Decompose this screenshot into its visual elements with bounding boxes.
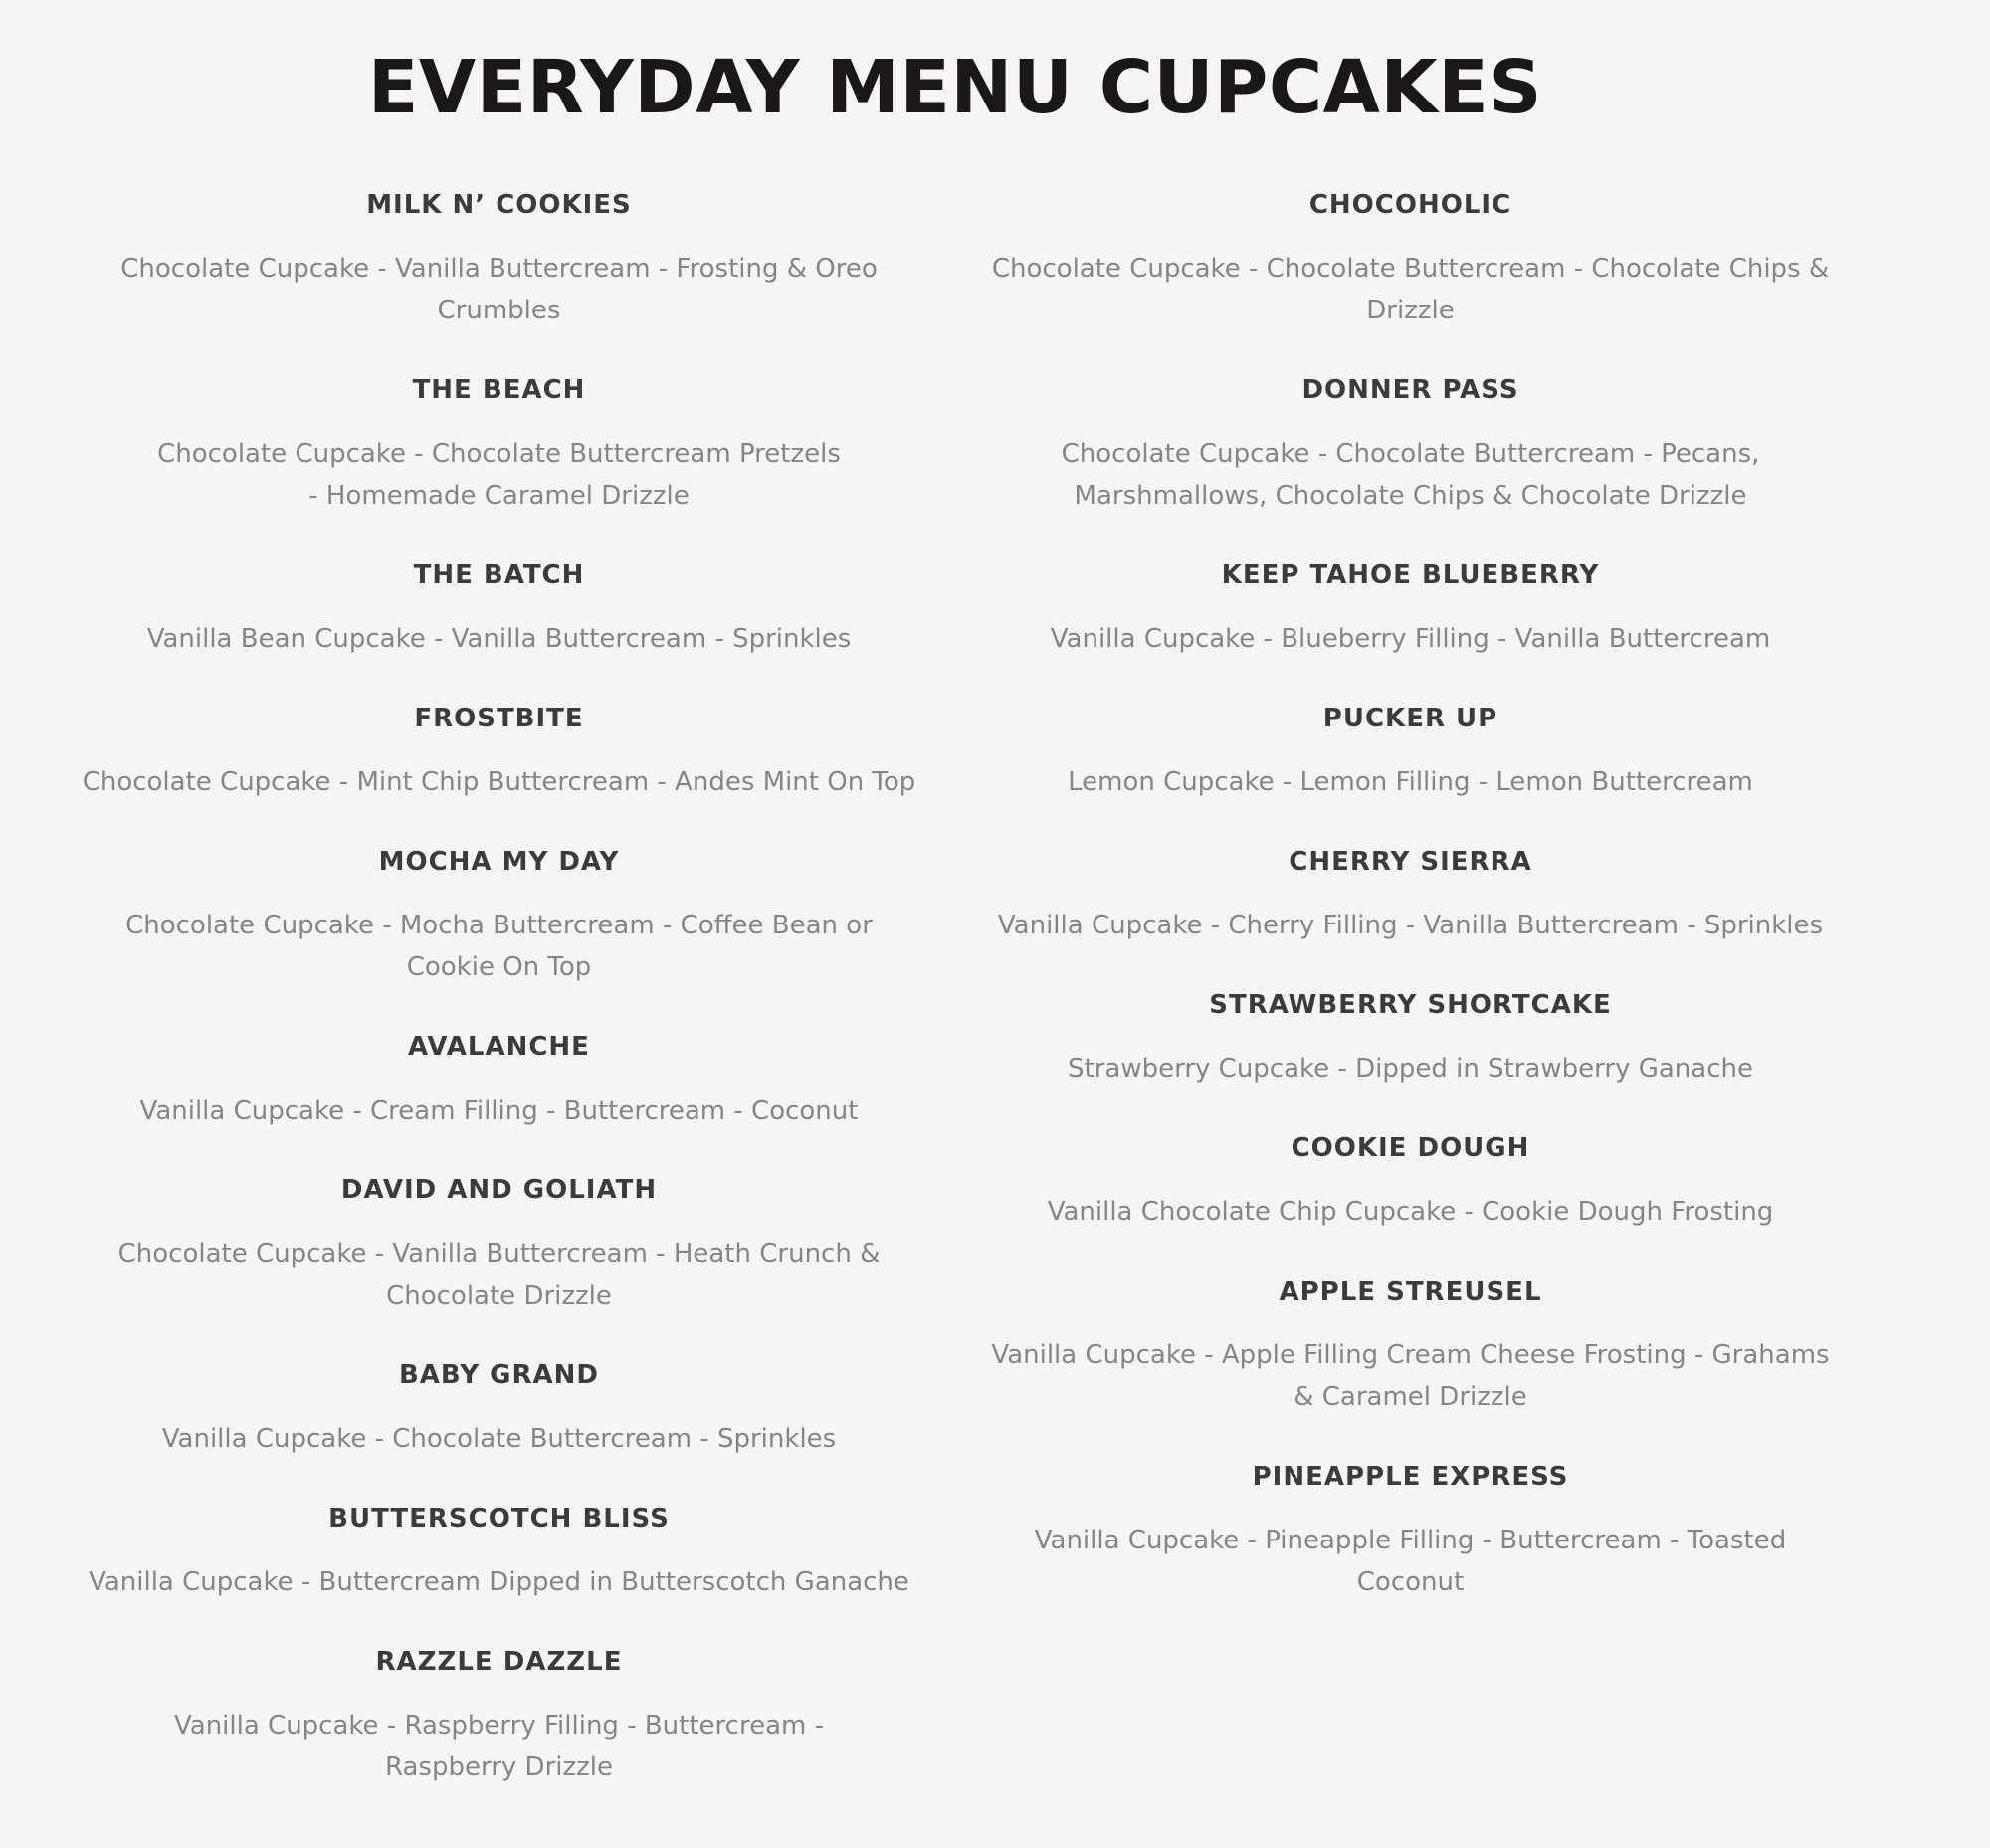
menu-item-name: CHERRY SIERRA (1289, 847, 1532, 877)
menu-item-name: THE BEACH (412, 375, 586, 405)
menu-item-name: DONNER PASS (1301, 375, 1519, 405)
menu-item (80, 1355, 918, 1460)
menu-item-description: Chocolate Cupcake - Chocolate Buttercream - Chocolate Chips & Drizzle (991, 254, 1830, 325)
menu-item-description: Vanilla Cupcake - Chocolate Buttercream - Sprinkles (161, 1424, 837, 1454)
menu-item-name: BABY GRAND (398, 1360, 600, 1390)
menu-item-name: MILK N’ COOKIES (366, 190, 632, 220)
menu-item (80, 1027, 918, 1131)
menu-item (988, 1457, 1833, 1603)
menu-item (988, 985, 1833, 1090)
menu-item-description: Lemon Cupcake - Lemon Filling - Lemon Buttercream (1068, 767, 1753, 797)
menu-column-left (80, 185, 918, 1827)
menu-item (80, 842, 918, 988)
menu-item-description: Chocolate Cupcake - Mint Chip Buttercream - Andes Mint On Top (82, 767, 916, 797)
menu-item-name: FROSTBITE (414, 704, 584, 733)
menu-item-description: Vanilla Bean Cupcake - Vanilla Buttercream - Sprinkles (146, 624, 852, 654)
menu-item-description: Chocolate Cupcake - Vanilla Buttercream - Frosting & Oreo Crumbles (120, 254, 878, 325)
menu-item (80, 1642, 918, 1788)
menu-column-right (988, 185, 1833, 1642)
menu-item (988, 555, 1833, 660)
menu-item-name: STRAWBERRY SHORTCAKE (1209, 990, 1612, 1020)
menu-item-description: Vanilla Cupcake - Pineapple Filling - Buttercream - Toasted Coconut (1034, 1526, 1787, 1597)
menu-item (80, 1499, 918, 1603)
menu-item (988, 699, 1833, 803)
menu-item-name: AVALANCHE (408, 1032, 590, 1062)
menu-item-name: PINEAPPLE EXPRESS (1252, 1462, 1569, 1492)
menu-item-description: Vanilla Cupcake - Blueberry Filling - Vanilla Buttercream (1050, 624, 1771, 654)
menu-item (988, 370, 1833, 516)
menu-item-name: THE BATCH (413, 560, 585, 590)
menu-item-name: COOKIE DOUGH (1291, 1133, 1530, 1163)
menu-item-name: KEEP TAHOE BLUEBERRY (1221, 560, 1600, 590)
menu-item-description: Vanilla Cupcake - Cream Filling - Buttercream - Coconut (139, 1096, 859, 1126)
menu-item (80, 185, 918, 331)
menu-item-name: CHOCOHOLIC (1308, 190, 1512, 220)
menu-item-description: Chocolate Cupcake - Chocolate Buttercream - Pecans, Marshmallows, Chocolate Chips & Chocolate Drizzle (1061, 439, 1760, 511)
menu-item-name: RAZZLE DAZZLE (375, 1647, 623, 1677)
menu-item-description: Chocolate Cupcake - Vanilla Buttercream - Heath Crunch & Chocolate Drizzle (117, 1239, 881, 1311)
menu-item-description: Vanilla Cupcake - Buttercream Dipped in Butterscotch Ganache (89, 1567, 909, 1597)
menu-item-name: DAVID AND GOLIATH (340, 1175, 658, 1205)
page-title: EVERYDAY MENU CUPCAKES (367, 45, 1543, 130)
menu-item-name: PUCKER UP (1322, 704, 1498, 733)
menu-item-description: Chocolate Cupcake - Chocolate Buttercream Pretzels - Homemade Caramel Drizzle (157, 439, 841, 511)
menu-item (988, 1272, 1833, 1418)
menu-item-name: BUTTERSCOTCH BLISS (328, 1504, 670, 1534)
menu-item (80, 370, 918, 516)
menu-item-name: APPLE STREUSEL (1279, 1277, 1542, 1307)
menu-item (988, 185, 1833, 331)
menu-item (988, 842, 1833, 946)
menu-item-description: Vanilla Cupcake - Raspberry Filling - Buttercream - Raspberry Drizzle (174, 1711, 824, 1782)
menu-item-name: MOCHA MY DAY (378, 847, 620, 877)
menu-item (80, 1170, 918, 1317)
menu-item-description: Vanilla Cupcake - Cherry Filling - Vanilla Buttercream - Sprinkles (997, 911, 1824, 940)
menu-item-description: Vanilla Chocolate Chip Cupcake - Cookie Dough Frosting (1047, 1197, 1774, 1227)
menu-item-description: Vanilla Cupcake - Apple Filling Cream Cheese Frosting - Grahams & Caramel Drizzle (991, 1340, 1830, 1412)
menu-item-description: Strawberry Cupcake - Dipped in Strawberry Ganache (1068, 1054, 1753, 1084)
menu-item-description: Chocolate Cupcake - Mocha Buttercream - Coffee Bean or Cookie On Top (125, 911, 873, 982)
menu-item (80, 555, 918, 660)
menu-item (988, 1129, 1833, 1233)
menu-item (80, 699, 918, 803)
